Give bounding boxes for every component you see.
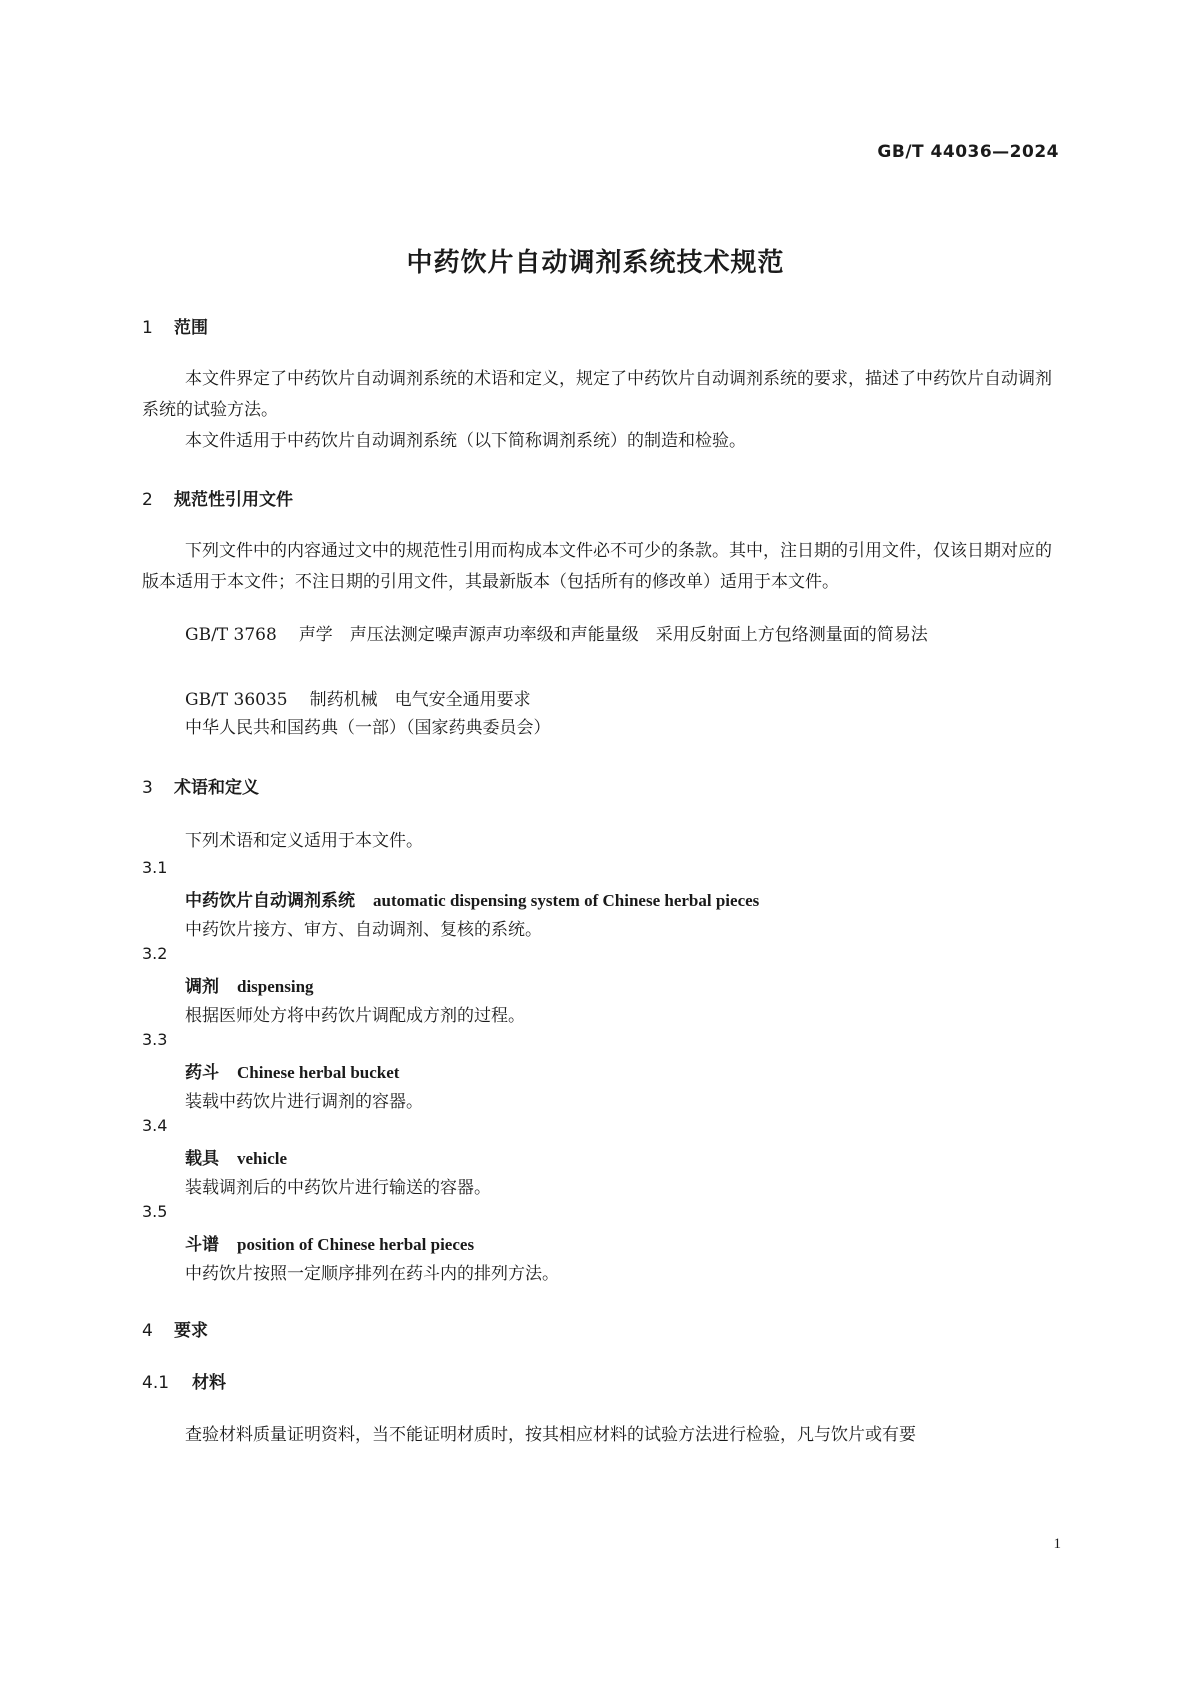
section-number: 4 xyxy=(142,1321,153,1341)
reference-title: 制药机械 电气安全通用要求 xyxy=(309,690,531,710)
term-chinese: 中药饮片自动调剂系统 xyxy=(185,891,355,911)
term-chinese: 斗谱 xyxy=(185,1235,219,1255)
term-heading xyxy=(185,1058,399,1083)
term-heading xyxy=(185,972,314,997)
term-heading xyxy=(185,886,759,911)
subsection-4-1-paragraph: 查验材料质量证明资料，当不能证明材质时，按其相应材料的试验方法进行检验，凡与饮片或有要 xyxy=(185,1425,916,1445)
term-english: automatic dispensing system of Chinese herbal pieces xyxy=(373,891,760,910)
document-title: 中药饮片自动调剂系统技术规范 xyxy=(406,248,785,278)
term-chinese: 载具 xyxy=(185,1149,219,1169)
section-title: 范围 xyxy=(174,318,208,338)
term-number: 3.1 xyxy=(142,858,168,877)
reference-entry xyxy=(185,713,551,738)
term-definition: 装载调剂后的中药饮片进行输送的容器。 xyxy=(185,1178,491,1198)
section-3-intro: 下列术语和定义适用于本文件。 xyxy=(185,831,423,851)
section-1-paragraph-1: 本文件界定了中药饮片自动调剂系统的术语和定义，规定了中药饮片自动调剂系统的要求，描述了中药饮片自动调剂系统的试验方法。 xyxy=(142,369,1052,420)
term-definition: 中药饮片接方、审方、自动调剂、复核的系统。 xyxy=(185,920,542,940)
subsection-number: 4.1 xyxy=(142,1373,170,1393)
term-heading xyxy=(185,1144,287,1169)
term-definition: 装载中药饮片进行调剂的容器。 xyxy=(185,1092,423,1112)
term-chinese: 调剂 xyxy=(185,977,219,997)
reference-entry xyxy=(185,685,531,710)
term-english: dispensing xyxy=(237,977,314,996)
term-english: Chinese herbal bucket xyxy=(237,1063,400,1082)
section-title: 术语和定义 xyxy=(174,778,259,798)
term-number: 3.3 xyxy=(142,1030,168,1049)
section-number: 2 xyxy=(142,490,153,510)
section-title: 规范性引用文件 xyxy=(174,490,293,510)
section-1-paragraph-2: 本文件适用于中药饮片自动调剂系统（以下简称调剂系统）的制造和检验。 xyxy=(185,431,746,451)
reference-title: 中华人民共和国药典（一部）（国家药典委员会） xyxy=(185,718,551,738)
term-definition: 中药饮片按照一定顺序排列在药斗内的排列方法。 xyxy=(185,1264,559,1284)
standard-number: GB/T 44036—2024 xyxy=(877,142,1059,162)
term-number: 3.5 xyxy=(142,1202,168,1221)
term-number: 3.2 xyxy=(142,944,168,963)
section-1-heading xyxy=(142,313,208,338)
section-title: 要求 xyxy=(174,1321,208,1341)
term-definition: 根据医师处方将中药饮片调配成方剂的过程。 xyxy=(185,1006,525,1026)
page-number: 1 xyxy=(1053,1536,1061,1552)
section-2-heading xyxy=(142,485,293,510)
term-english: position of Chinese herbal pieces xyxy=(237,1235,475,1254)
term-heading xyxy=(185,1230,474,1255)
section-2-paragraph: 下列文件中的内容通过文中的规范性引用而构成本文件必不可少的条款。其中，注日期的引用文件，仅该日期对应的版本适用于本文件；不注日期的引用文件，其最新版本（包括所有的修改单）适用于本文件。 xyxy=(142,541,1052,592)
section-4-heading xyxy=(142,1316,208,1341)
subsection-4-1-heading xyxy=(142,1368,226,1393)
term-number: 3.4 xyxy=(142,1116,168,1135)
reference-code: GB/T 3768 xyxy=(185,625,277,645)
subsection-title: 材料 xyxy=(192,1373,226,1393)
reference-title: 声学 声压法测定噪声源声功率级和声能量级 采用反射面上方包络测量面的简易法 xyxy=(298,625,928,645)
term-english: vehicle xyxy=(237,1149,288,1168)
section-3-heading xyxy=(142,773,259,798)
reference-entry xyxy=(142,620,1068,651)
term-chinese: 药斗 xyxy=(185,1063,219,1083)
section-number: 1 xyxy=(142,318,153,338)
reference-code: GB/T 36035 xyxy=(185,690,288,710)
section-number: 3 xyxy=(142,778,153,798)
